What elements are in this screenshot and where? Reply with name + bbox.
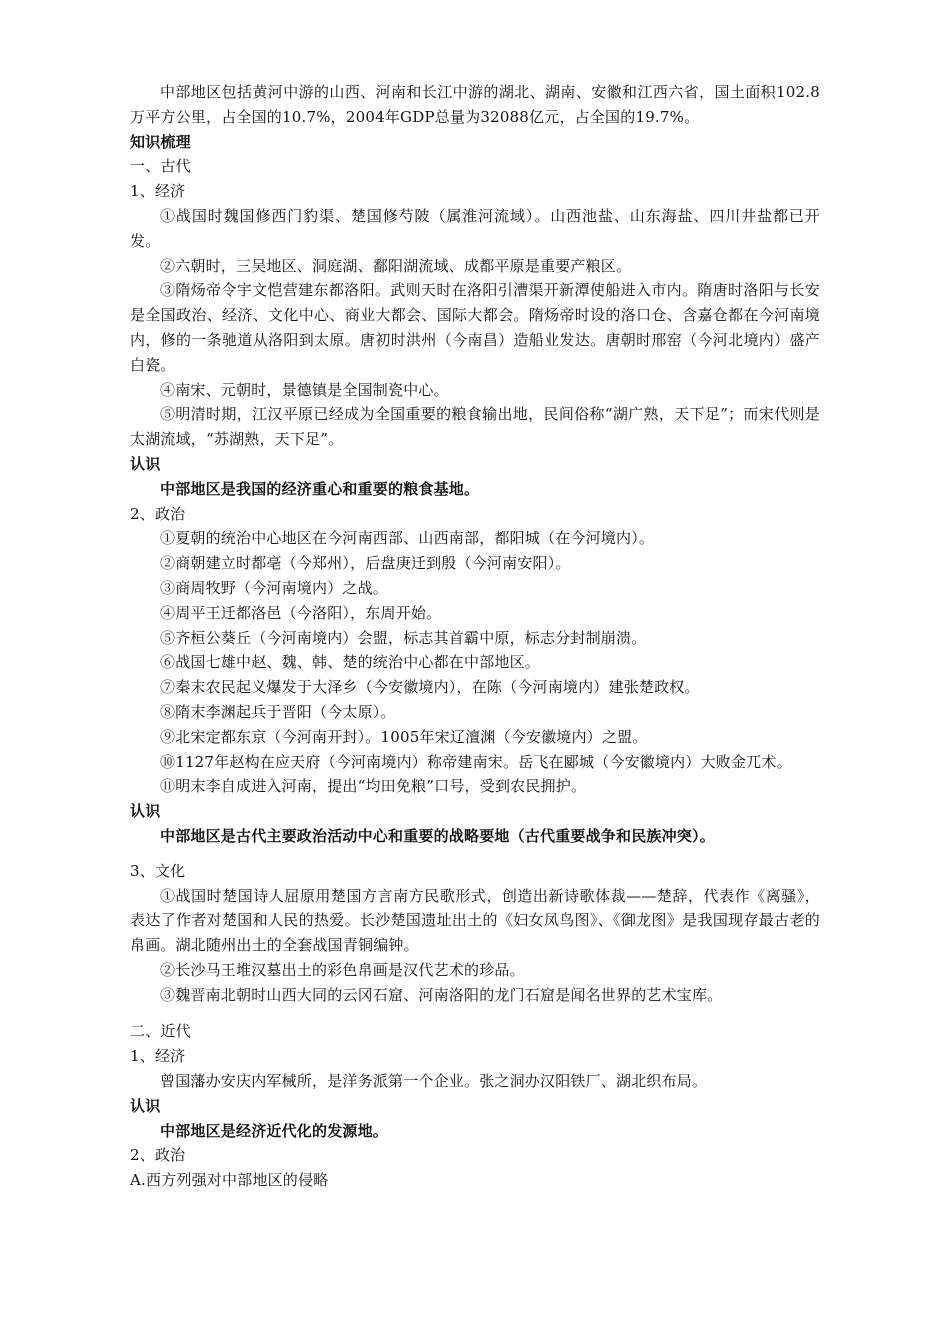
ancient-politics-item: ⑦秦末农民起义爆发于大泽乡（今安徽境内），在陈（今河南境内）建张楚政权。 (160, 678, 700, 697)
ancient-politics-item: ⑧隋末李渊起兵于晋阳（今太原）。 (160, 702, 396, 721)
ancient-politics-item: ⑩1127年赵构在应天府（今河南境内）称帝建南宋。岳飞在郾城（今安徽境内）大败金兀术。 (160, 752, 792, 771)
ancient-economy-item: ⑤明清时期，江汉平原已经成为全国重要的粮食输出地，民间俗称“湖广熟，天下足”；而宋代则是太湖流域，“苏湖熟，天下足”。 (130, 405, 820, 449)
ancient-politics-item: ⑪明末李自成进入河南，提出“均田免粮”口号，受到农民拥护。 (160, 777, 587, 796)
ancient-heading: 一、古代 (130, 157, 191, 176)
recognition-label: 认识 (130, 802, 161, 821)
document-body (130, 80, 820, 1193)
ancient-economy-item: ③隋炀帝令宇文恺营建东都洛阳。武则天时在洛阳引漕渠开新潭使船进入市内。隋唐时洛阳与长安是全国政治、经济、文化中心、商业大都会、国际大都会。隋炀帝时设的洛口仓、含嘉仓都在今河南境内，修的一条驰道从洛阳到太原。唐初时洪州（今南昌）造船业发达。唐朝时邢窑（今河北境内）盛产白瓷。 (130, 281, 820, 374)
modern-politics-subtitle: A.西方列强对中部地区的侵略 (130, 1171, 329, 1190)
ancient-culture-item: ②长沙马王堆汉墓出土的彩色帛画是汉代艺术的珍品。 (160, 960, 525, 979)
ancient-politics-item: ①夏朝的统治中心地区在今河南西部、山西南部，都阳城（在今河境内）。 (160, 529, 655, 548)
ancient-culture-item: ③魏晋南北朝时山西大同的云冈石窟、河南洛阳的龙门石窟是闻名世界的艺术宝库。 (160, 985, 723, 1004)
ancient-culture-item: ①战国时楚国诗人屈原用楚国方言南方民歌形式，创造出新诗歌体裁——楚辞，代表作《离骚》，表达了作者对楚国和人民的热爱。长沙楚国遗址出土的《妇女凤鸟图》、《御龙图》是我国现存最古老的帛画。湖北随州出土的全套战国青铜编钟。 (130, 886, 820, 955)
intro-paragraph: 中部地区包括黄河中游的山西、河南和长江中游的湖北、湖南、安徽和江西六省，国土面积102.8万平方公里，占全国的10.7%，2004年GDP总量为32088亿元，占全国的19.7%。 (130, 83, 820, 126)
recognition-statement: 中部地区是我国的经济重心和重要的粮食基地。 (160, 479, 480, 498)
modern-politics-heading: 2、政治 (130, 1146, 186, 1165)
ancient-politics-item: ⑨北宋定都东京（今河南开封）。1005年宋辽澶渊（今安徽境内）之盟。 (160, 727, 648, 746)
ancient-politics-item: ⑤齐桓公葵丘（今河南境内）会盟，标志其首霸中原，标志分封制崩溃。 (160, 628, 647, 647)
ancient-economy-item: ④南宋、元朝时，景德镇是全国制瓷中心。 (160, 380, 449, 399)
recognition-label: 认识 (130, 454, 161, 473)
ancient-politics-heading: 2、政治 (130, 504, 186, 523)
ancient-economy-item: ①战国时魏国修西门豹渠、楚国修芍陂（属淮河流域）。山西池盐、山东海盐、四川井盐都已开发。 (130, 206, 820, 250)
ancient-politics-item: ④周平王迁都洛邑（今洛阳），东周开始。 (160, 603, 442, 622)
ancient-economy-item: ②六朝时，三吴地区、洞庭湖、鄱阳湖流域、成都平原是重要产粮区。 (160, 256, 632, 275)
recognition-statement: 中部地区是古代主要政治活动中心和重要的战略要地（古代重要战争和民族冲突）。 (160, 826, 715, 845)
ancient-politics-item: ③商周牧野（今河南境内）之战。 (160, 578, 389, 597)
modern-heading: 二、近代 (130, 1022, 191, 1041)
modern-economy-text: 曾国藩办安庆内军械所，是洋务派第一个企业。张之洞办汉阳铁厂、湖北织布局。 (160, 1072, 708, 1091)
recognition-label: 认识 (130, 1096, 161, 1115)
ancient-economy-heading: 1、经济 (130, 182, 186, 201)
recognition-statement: 中部地区是经济近代化的发源地。 (160, 1121, 389, 1140)
ancient-culture-heading: 3、文化 (130, 861, 186, 880)
modern-economy-heading: 1、经济 (130, 1047, 186, 1066)
ancient-politics-item: ⑥战国七雄中赵、魏、韩、楚的统治中心都在中部地区。 (160, 653, 541, 672)
section-title: 知识梳理 (130, 132, 191, 151)
ancient-politics-item: ②商朝建立时都亳（今郑州），后盘庚迁到殷（今河南安阳）。 (160, 554, 571, 573)
